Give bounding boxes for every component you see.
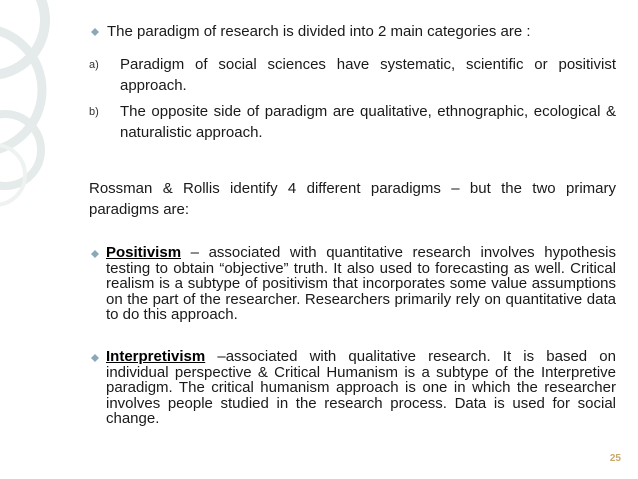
page-number: 25: [609, 453, 621, 464]
sub-item-b-text: The opposite side of paradigm are qualitative, ethnographic, ecological & naturalistic approach.: [120, 103, 616, 141]
list-item-interpretivism: [106, 349, 616, 427]
bullet-main-text: The paradigm of research is divided into 2 main categories are :: [107, 23, 531, 40]
sub-item-marker-b: b): [89, 106, 99, 118]
term-positivism: Positivism: [106, 244, 182, 261]
positivism-description: – associated with quantitative research involves hypothesis testing to obtain “objective” truth. It also used to forecasting as well. Critical realism is a subtype of positivism that incorporates some value assumptions on the part of the researcher. Researchers primarily rely on quantitative data to do this approach.: [106, 244, 616, 324]
term-interpretivism: Interpretivism: [106, 348, 206, 365]
sub-item-a-text: Paradigm of social sciences have systematic, scientific or positivist approach.: [120, 56, 616, 94]
interpretivism-description: –associated with qualitative research. It is based on individual perspective & Critical Humanism is a subtype of the Interpretive paradigm. The critical humanism approach is one in which the researcher involves people studied in the research process. Data is used for social change.: [106, 348, 616, 428]
sub-item-marker-a: a): [89, 59, 99, 71]
decorative-rings: [0, 0, 80, 220]
intro-paragraph: Rossman & Rollis identify 4 different paradigms – but the two primary paradigms are:: [89, 180, 616, 218]
list-item-positivism: [106, 245, 616, 323]
